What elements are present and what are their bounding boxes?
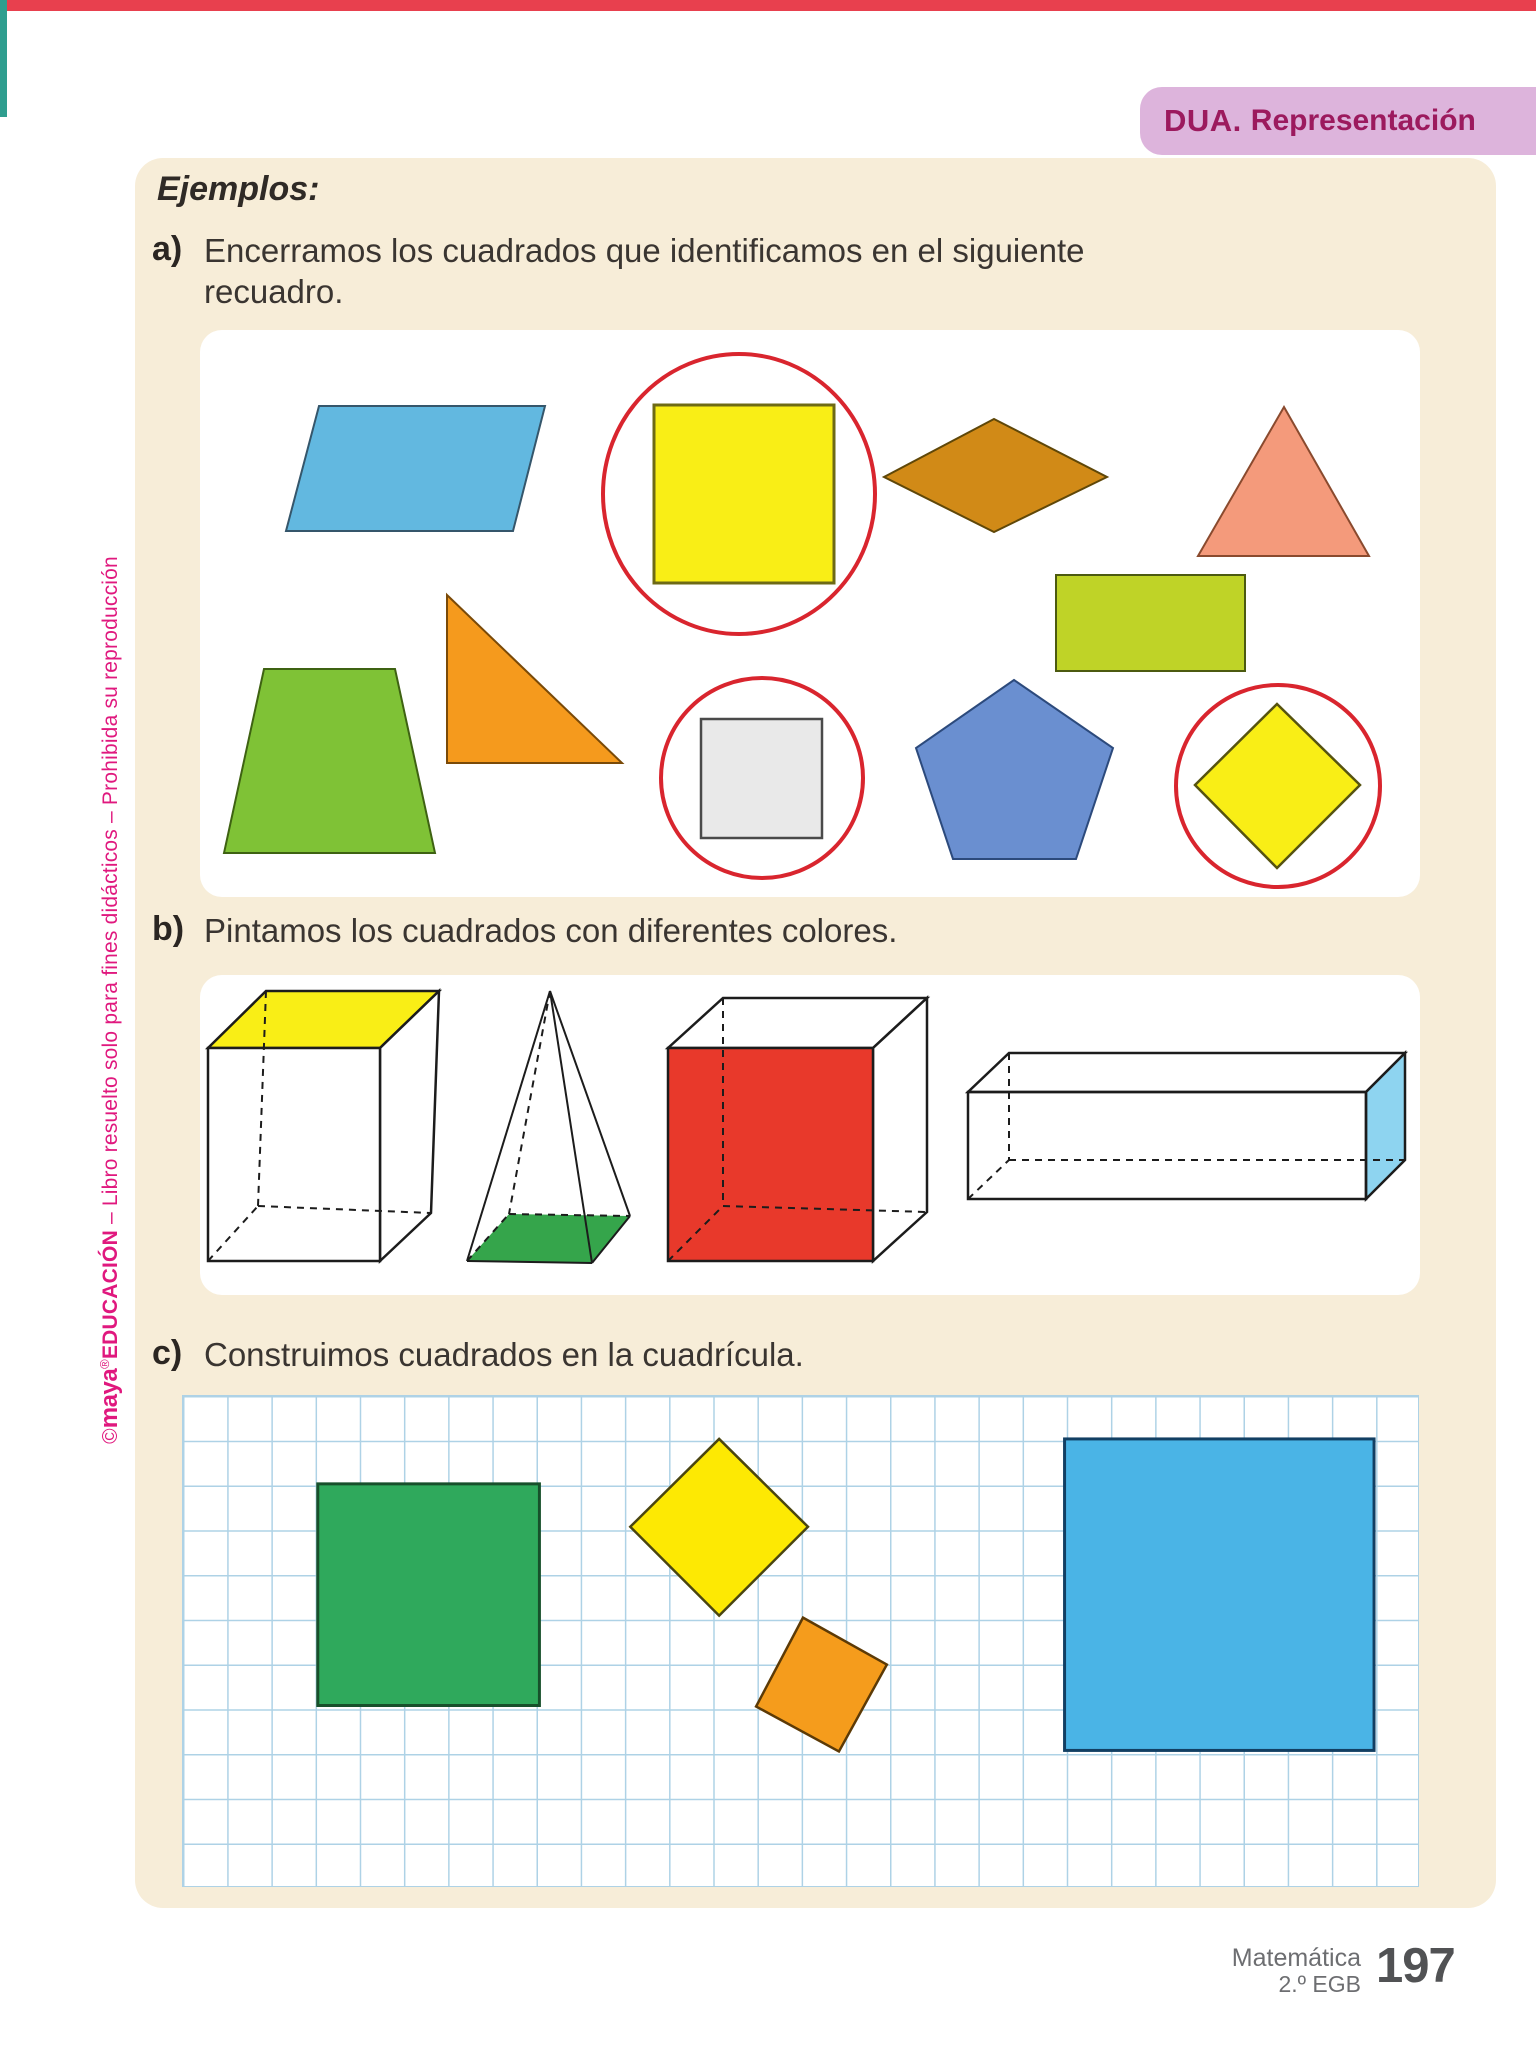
grid-green-square xyxy=(318,1484,540,1706)
footer-grade: 2.º EGB xyxy=(1278,1971,1361,1997)
yellow-square-shape xyxy=(654,405,834,583)
yellow-diamond-shape xyxy=(1195,704,1360,868)
cube-red-front xyxy=(668,998,927,1261)
item-b-text: Pintamos los cuadrados con diferentes colores. xyxy=(204,912,898,949)
sidebar-copyright-text xyxy=(96,556,124,1444)
top-accent-bar xyxy=(0,0,1536,11)
publisher-brand: maya xyxy=(96,1368,123,1429)
examples-heading: Ejemplos: xyxy=(157,170,320,208)
dua-badge xyxy=(1140,87,1536,155)
page-number: 197 xyxy=(1376,1939,1455,1993)
item-b-label: b) xyxy=(152,910,185,948)
item-a-text: Encerramos los cuadrados que identificamos en el siguiente recuadro. xyxy=(204,232,1085,311)
prism-yellow-top xyxy=(208,991,439,1261)
footer-course-info xyxy=(1232,1944,1361,1998)
gray-square-shape xyxy=(701,719,822,838)
item-c-label: c) xyxy=(152,1334,183,1372)
grid-yellow-diamond xyxy=(630,1439,808,1616)
dua-badge-label: Representación xyxy=(1250,104,1476,137)
item-c-text: Construimos cuadrados en la cuadrícula. xyxy=(204,1336,804,1373)
parallelogram-shape xyxy=(286,406,545,531)
registered-symbol: ® xyxy=(97,1359,112,1369)
copyright-notice: – Libro resuelto solo para fines didácticos – Prohibida su reproducción xyxy=(99,556,122,1231)
dua-badge-prefix: DUA. xyxy=(1164,103,1242,138)
grid-blue-square xyxy=(1065,1439,1374,1750)
rect-prism-blue-side xyxy=(968,1053,1405,1199)
green-trapezoid-shape xyxy=(224,669,435,853)
orange-triangle-shape xyxy=(447,595,622,763)
salmon-triangle-shape xyxy=(1198,407,1369,556)
copyright-symbol: © xyxy=(99,1428,122,1444)
rhombus-shape xyxy=(884,419,1107,532)
figure-box-3d-solids xyxy=(200,975,1420,1295)
pyramid-green-base xyxy=(467,991,630,1263)
example-item-b xyxy=(152,910,897,951)
pentagon-shape xyxy=(916,680,1113,859)
flat-shapes-figure xyxy=(200,330,1420,897)
solids-figure xyxy=(200,975,1420,1295)
item-a-label: a) xyxy=(152,230,183,268)
publisher-org: EDUCACIÓN xyxy=(99,1230,122,1360)
example-item-a xyxy=(152,230,1164,313)
example-item-c xyxy=(152,1334,804,1375)
left-accent-bar xyxy=(0,0,7,117)
grid-shapes xyxy=(183,1396,1418,1887)
grid-orange-square xyxy=(756,1618,887,1752)
chartreuse-rectangle-shape xyxy=(1056,575,1245,671)
footer-subject: Matemática xyxy=(1231,1944,1361,1972)
figure-box-flat-shapes xyxy=(200,330,1420,897)
grid-figure xyxy=(182,1395,1419,1887)
content-panel xyxy=(135,158,1496,1908)
